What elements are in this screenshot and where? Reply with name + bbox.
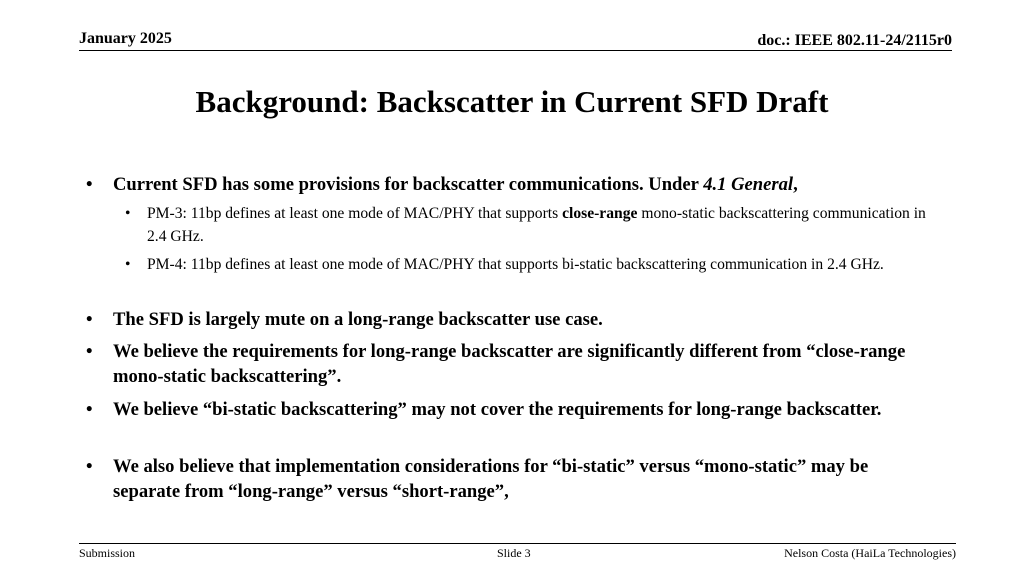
sub-bullet-text: PM-3: 11bp defines at least one mode of MAC/PHY that supports xyxy=(147,205,563,222)
header-doc-id: doc.: IEEE 802.11-24/2115r0 xyxy=(757,32,952,49)
bullet-emphasis: 4.1 General xyxy=(703,174,794,195)
bullet-text: The SFD is largely mute on a long-range backscatter use case. xyxy=(113,309,603,330)
bullet-text-tail: , xyxy=(793,174,798,195)
sub-bullet-emphasis: close-range xyxy=(562,205,638,222)
bullet-icon: • xyxy=(125,205,131,222)
bullet-text: Current SFD has some provisions for backscatter communications. Under xyxy=(113,174,704,195)
footer-divider xyxy=(79,543,956,544)
bullet-item xyxy=(86,172,933,197)
sub-bullet-item xyxy=(125,203,927,248)
bullet-text: We also believe that implementation considerations for “bi-static” versus “mono-static” may be separate from “long-range” versus “short-range”, xyxy=(113,456,869,502)
sub-bullet-text: PM-4: 11bp defines at least one mode of MAC/PHY that supports bi-static backscattering communication in 2.4 GHz. xyxy=(147,256,884,273)
bullet-item xyxy=(86,307,933,332)
bullet-icon: • xyxy=(125,256,131,273)
bullet-icon: • xyxy=(86,174,93,195)
bullet-icon: • xyxy=(86,456,93,477)
slide-title: Background: Backscatter in Current SFD Draft xyxy=(195,84,829,119)
bullet-icon: • xyxy=(86,309,93,330)
footer-submission: Submission xyxy=(79,546,136,560)
bullet-text: We believe the requirements for long-range backscatter are significantly different from “close-range mono-static backscattering”. xyxy=(113,341,906,387)
bullet-icon: • xyxy=(86,341,93,362)
bullet-item xyxy=(86,397,933,422)
sub-bullet-text-tail: mono-static backscattering communication in 2.4 GHz. xyxy=(147,205,926,245)
header-date: January 2025 xyxy=(79,30,172,47)
footer-slide-number: Slide 3 xyxy=(497,546,531,560)
header-divider xyxy=(79,50,952,51)
bullet-text: We believe “bi-static backscattering” may not cover the requirements for long-range backscatter. xyxy=(113,399,882,420)
bullet-item xyxy=(86,339,933,389)
sub-bullet-item xyxy=(125,254,927,277)
bullet-item xyxy=(86,454,933,504)
bullet-icon: • xyxy=(86,399,93,420)
footer-author: Nelson Costa (HaiLa Technologies) xyxy=(784,546,956,560)
